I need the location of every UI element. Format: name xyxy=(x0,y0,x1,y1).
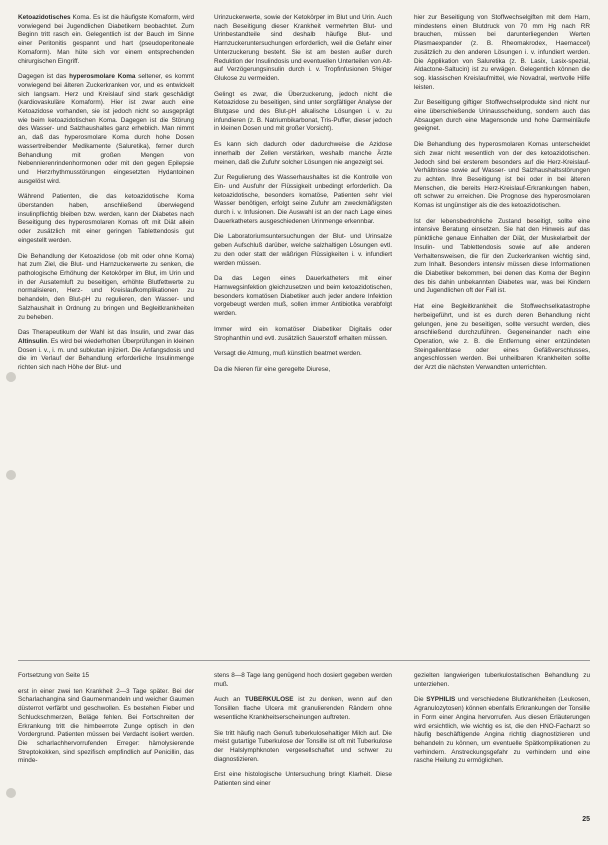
paragraph xyxy=(18,329,194,373)
paragraph-text: Zur Beseitigung giftiger Stoffwechselprodukte sind nicht nur eine überschießende Urinausscheidung, sondern auch das Absaugen durch eine Magensonde und hohe Darmeinläufe geeignet. xyxy=(414,99,590,133)
page-number: 25 xyxy=(582,816,590,823)
paragraph-text: Die Laboratoriumsuntersuchungen der Blut- und Urinsalze geben Aufschluß darüber, welche salzhaltigen Lösungen evtl. zu den oder statt der wäßrigen Flüssigkeiten i. v. infundiert werden müssen. xyxy=(214,233,392,267)
paragraph xyxy=(414,141,590,211)
paragraph xyxy=(214,771,392,788)
paragraph xyxy=(214,730,392,765)
paragraph xyxy=(414,303,590,373)
paragraph xyxy=(214,233,392,268)
paragraph xyxy=(414,218,590,296)
paragraph xyxy=(214,14,392,84)
paragraph xyxy=(414,672,590,689)
paragraph-text: stens 8—8 Tage lang genügend hoch dosiert gegeben werden muß. xyxy=(214,672,392,688)
punch-hole-mark xyxy=(6,470,16,480)
paragraph-text: Gelingt es zwar, die Überzuckerung, jedoch nicht die Ketoazidose zu beseitigen, sind unter sorgfältiger Analyse der Blutgase und des Blut-pH alkalische Lösungen i. v. zu infundieren (z. B. Natriumbikarbonat, Tris-Puffer, dieser jedoch in kleinen Dosen und mit großer Vorsicht). xyxy=(214,90,392,133)
paragraph-text: Koma. Es ist die häufigste Komaform, wird vorwiegend bei Jugendlichen Diabetikern beobachtet. Zum Beginn tritt rasch ein. Gelegentlich ist der Bauch im Sinne einer Peritonitis gespannt und hart (pseudoperitoneale Komaform). Man hüte sich vor einem entsprechenden chirurgischen Eingriff. xyxy=(18,14,194,65)
paragraph xyxy=(214,326,392,343)
paragraph-text: Urinzuckerwerte, sowie der Ketokörper im Blut und Urin. Auch nach Beseitigung dieser Krankheit vermehrten Blut- und Urinbestandteile sind deshalb häufige Blut- und Harnzuckeruntersuchungen erforderlich, weil die Gefahr einer Unterzuckerung besteht. Sie ist am besten außer durch Reduktion der Insulindosis und eventuellen Unterteilen von Alt- auf Verzögerungsinsulin durch i. v. Tropfinfusionen 5%iger Glukose zu vermeiden. xyxy=(214,14,392,82)
paragraph-text: Ist der lebensbedrohliche Zustand beseitigt, sollte eine intensive Beratung einsetzen. Sie hat den Hinweis auf das pünktliche genaue Einhalten der Diät, der Muskelarbeit der Insulin- und Tablettendosis sowie auf alle anderen Verhaltensweisen, die für den Zuckerkranken wichtig sind, zum Inhalt. Besonders intensiv müssen diese Informationen die Diabetiker bekommen, bei denen das Koma der Beginn des bis dahin unbekannten Diabetes war, was bei Kindern und Jugendlichen oft der Fall ist. xyxy=(414,217,590,295)
bold-term: Ketoazidotisches xyxy=(18,14,71,21)
bold-term: Altinsulin xyxy=(18,337,48,345)
paragraph-text: Es kann sich dadurch oder dadurchweise die Azidose innerhalb der Zellen verstärken, weshalb manche Ärzte meinen, daß die Zufuhr solcher Lösungen nie angezeigt sei. xyxy=(214,141,392,166)
paragraph xyxy=(18,688,194,766)
paragraph-text: ist zu denken, wenn auf den Tonsillen flache Ulcera mit granulierenden Rändern ohne wesentliche Krankheitserscheinungen auftreten. xyxy=(214,696,392,721)
paragraph xyxy=(18,193,194,245)
paragraph-text: Immer wird ein komatöser Diabetiker Digitalis oder Strophanthin und evtl. zusätzlich Sauerstoff erhalten müssen. xyxy=(214,325,392,342)
bold-term: hyperosmolare Koma xyxy=(69,73,136,81)
paragraph xyxy=(214,696,392,722)
paragraph xyxy=(214,672,392,689)
paragraph-text: Erst eine histologische Untersuchung bringt Klarheit. Diese Patienten sind einer xyxy=(214,771,392,788)
paragraph xyxy=(414,99,590,134)
paragraph xyxy=(214,366,392,375)
bold-term: TUBERKULOSE xyxy=(244,696,294,704)
paragraph-text: . Es wird bei wiederholten Überprüfungen in kleinen Dosen i. v., i. m. und subkutan injiziert. Die Anfangsdosis und die im Verlauf der Behandlung erforderliche Insulinmenge richten sich nach Höhe der Blut- und xyxy=(18,337,194,372)
bold-term: SYPHILIS xyxy=(426,696,456,704)
paragraph-text: Auch an xyxy=(214,696,245,704)
paragraph-text: Die Behandlung des hyperosmolaren Komas unterscheidet sich zwar nicht wesentlich von der des ketoazidotischen. Jedoch sind bei ersterem besonders auf die Herz-Kreislauf-Verhältnisse sowie auf Wasser- und Salzhaushaltsstörungen zu achten. Ihre Beseitigung ist bei oder in bei älteren Menschen, die bereits Herz-Kreislauf-Erkrankungen haben, oft schwer zu erreichen. Die Prognose des hyperosmolaren Komas ist ungünstiger als die des ketoazidotischen. xyxy=(414,141,590,210)
article-column-3 xyxy=(414,14,590,654)
paragraph xyxy=(214,91,392,135)
paragraph-text: Da die Nieren für eine geregelte Diurese, xyxy=(214,365,331,373)
punch-hole-mark xyxy=(6,788,16,798)
paragraph-text: hier zur Beseitigung von Stoffwechselgiften mit dem Harn, mindestens einen Blutdruck von 70 mm Hg nach RR brauchen, müssen bei darunterliegenden Werten Plasmaexpander (z. B. Rheomakrodex, Haemaccel) zusätzlich zu den anderen Lösungen i. v. infundiert werden. Die Applikation von Saluretika (z. B. Lasix, Lasix-spezial, Aldactone-Saltucin) ist zu erwägen. Gelegentlich können die sog. klassischen Kreislaufmittel, wie Novadral, wertvolle Hilfe leisten. xyxy=(414,14,590,91)
paragraph-text: Da das Legen eines Dauerkatheters mit einer Harnwegsinfektion gleichzusetzen und beim ketoazidotischen, besonders komatösen Diabetiker auch jeder andere Infektion vorgebeugt werden muß, sollen immer Antibiotika verabfolgt werden. xyxy=(214,275,392,318)
paragraph-text: Hat eine Begleitkrankheit die Stoffwechselkatastrophe herbeigeführt, und ist es durch deren Behandlung nicht gelungen, jene zu beseitigen, sollte versucht werden, dies anschließend durchzuführen. Gegeneinander nach eine Operation, wie z. B. die Entfernung einer entzündeten Steingallenblase oder eines Gefäßverschlusses, angeschlossen werden. Bei unheilbaren Krankheiten sollte der Arzt die nächsten Verwandten unterrichten. xyxy=(414,303,590,372)
paragraph-text: Die xyxy=(414,696,427,704)
paragraph xyxy=(214,275,392,319)
paragraph-text: und verschiedene Blutkrankheiten (Leukosen, Agranulozytosen) können ebenfalls Erkrankungen der Tonsille in Form einer Angina hervorrufen. Aus diesen Erläuterungen wird ersichtlich, wie wichtig es ist, die den HNO-Facharzt so häufig beschäftigende Angina richtig diagnostizieren und behandeln zu können, um eventuelle Spätkomplikationen zu verhindern. Anstreckungsgefahr zu verhindern und eine rasche Heilung zu ermöglichen. xyxy=(414,696,590,765)
paragraph-text: Fortsetzung von Seite 15 xyxy=(18,672,90,679)
paragraph xyxy=(414,696,590,766)
paragraph-text: seltener, es kommt vorwiegend bei älteren Zuckerkranken vor, und es entwickelt sich langsam. Herz und Kreislauf sind stark geschädigt (kardiovaskuläre Komaform). Hier ist zwar auch eine Ketoazidose vorhanden, sie ist jedoch nicht so ausgeprägt wie beim ketoazidotischen Koma. Dagegen ist die Störung des Wasser- und Salzhaushaltes ganz erheblich. Man nimmt an, daß das hyperosmolare Koma durch hohe Dosen wassertreibender Medikamente (Saluretika), ferner durch Behandlung mit großen Mengen von Nebennierenrindenhormonen oder mit den gegen Epilepsie und Herzrhythmusstörungen eingesetzten Hydantoinen ausgelöst wird. xyxy=(18,73,194,185)
paragraph xyxy=(214,141,392,167)
section-divider xyxy=(18,660,590,661)
continuation-column-1 xyxy=(18,672,194,822)
paragraph-text: Während Patienten, die das ketoazidotische Koma überstanden haben, anschließend überwiegend insulinpflichtig bleiben bzw. werden, kann der Diabetes nach Beseitigung des hyperosmolaren Komas oft mit Diät allein oder zusätzlich mit einer geringen Tablettendosis gut eingestellt werden. xyxy=(18,193,194,244)
paragraph xyxy=(18,73,194,186)
paragraph-text: Die Behandlung der Ketoazidose (ob mit oder ohne Koma) hat zum Ziel, die Blut- und Harnzuckerwerte zu senken, die pathologische Erhöhung der Ketokörper im Blut, im Urin und in der Ausatemluft zu beseitigen, erhöhte Blutfettwerte zu normalisieren, Herz- und Kreislaufkomplikationen zu behandeln, den Blut-pH zu regulieren, den Wasser- und Salzhaushalt in Ordnung zu bringen und Begleitkrankheiten zu beheben. xyxy=(18,252,194,321)
article-column-2 xyxy=(214,14,392,654)
paragraph-text: erst in einer zwei ten Krankheit 2—3 Tage später. Bei der Scharlachangina sind Gaumenmandeln und weicher Gaumen düsterrot verfärbt und geschwollen. Es bestehen Fieber und Schluckschmerzen, Beläge fehlen. Bei Fortschreiten der Erkrankung tritt die himbeerrote Zunge optisch in den Vordergrund. Patienten müssen bei Verdacht isoliert werden. Die scharlachhervorrufenden Erreger: hämolysierende Streptokokken, sind spezifisch empfindlich auf Penicillin, das minde- xyxy=(18,687,194,765)
paragraph-text: Dagegen ist das xyxy=(18,73,70,81)
paragraph xyxy=(18,14,194,66)
paragraph xyxy=(214,174,392,226)
article-column-1 xyxy=(18,14,194,654)
paragraph xyxy=(214,350,392,359)
punch-hole-mark xyxy=(6,372,16,382)
paragraph xyxy=(18,253,194,323)
paragraph-text: Sie tritt häufig nach Genuß tuberkulosehaltiger Milch auf. Die meist gutartige Tuberkulose der Tonsille ist oft mit Tuberkulose der Halslymphknoten vergesellschaftet und schwer zu diagnostizieren. xyxy=(214,729,392,763)
paragraph-text: Versagt die Atmung, muß künstlich beatmet werden. xyxy=(214,350,362,358)
paragraph-text: gezielten langwierigen tuberkulostatischen Behandlung zu unterziehen. xyxy=(414,672,590,688)
continuation-column-3 xyxy=(414,672,590,822)
continuation-column-2 xyxy=(214,672,392,822)
paragraph xyxy=(18,672,194,681)
paragraph xyxy=(414,14,590,92)
paragraph-text: Das Therapeutikum der Wahl ist das Insulin, und zwar das xyxy=(18,329,194,337)
paragraph-text: Zur Regulierung des Wasserhaushaltes ist die Kontrolle von Ein- und Ausfuhr der Flüssigkeit unbedingt erforderlich. Da ketoazidotische, besonders komatöse, Patienten sehr viel Wasser benötigen, erfolgt seine Zufuhr am zweckmäßigsten durch i. v. Infusionen. Die Auswahl ist an der nach Lage eines Dauerkatheters ausgeschiedenen Urinmenge erkennbar. xyxy=(214,174,392,225)
